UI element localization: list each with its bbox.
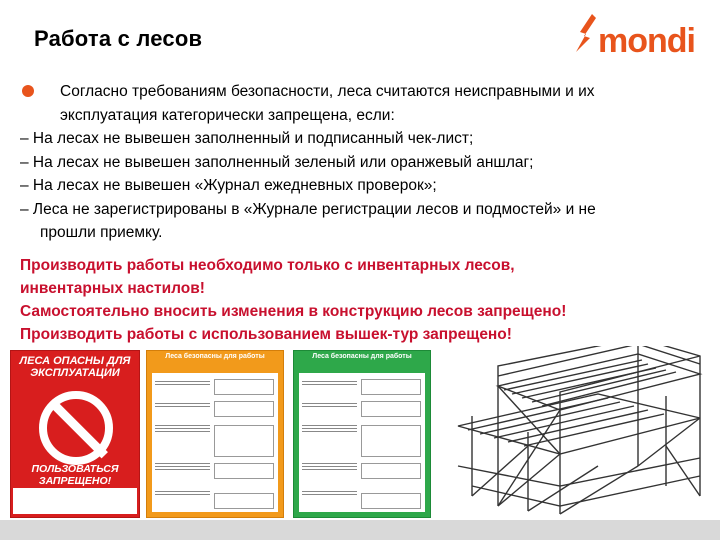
danger-poster-form-area: [13, 488, 137, 514]
logo-text: mondi: [598, 22, 695, 60]
condition-item: – На лесах не вывешен заполненный зеленый или оранжевый аншлаг;: [20, 153, 534, 171]
mondi-logo: [568, 12, 700, 70]
footer-bar: [0, 520, 720, 540]
green-tag-image: [293, 350, 431, 518]
warnings-text: [20, 254, 710, 346]
warning-line: Самостоятельно вносить изменения в конструкцию лесов запрещено!: [20, 303, 567, 320]
requirements-text: [20, 80, 710, 245]
danger-poster-heading: ЛЕСА ОПАСНЫ ДЛЯ ЭКСПЛУАТАЦИИ: [19, 355, 131, 379]
green-tag-heading: Леса безопасны для работы: [312, 353, 412, 360]
intro-line-2: эксплуатация категорически запрещена, если:: [60, 106, 395, 124]
orange-tag-image: [146, 350, 284, 518]
green-tag-form: [299, 373, 425, 512]
orange-tag-form: [152, 373, 278, 512]
warning-line: Производить работы необходимо только с инвентарных лесов,: [20, 257, 515, 274]
intro-line-2-wrap: [20, 104, 710, 128]
mondi-logo-icon: [570, 12, 600, 68]
intro-paragraph: [20, 80, 710, 104]
orange-tag-heading: Леса безопасны для работы: [165, 353, 265, 360]
bullet-icon: [22, 85, 34, 97]
warning-line: Производить работы с использованием вышек-тур запрещено!: [20, 326, 512, 343]
page-title: Работа с лесов: [34, 26, 203, 51]
intro-line-1: Согласно требованиям безопасности, леса считаются неисправными и их: [60, 83, 595, 100]
scaffold-illustration: [438, 346, 714, 516]
danger-poster-footer: ПОЛЬЗОВАТЬСЯ ЗАПРЕЩЕНО!: [31, 463, 119, 487]
warning-line: инвентарных настилов!: [20, 280, 205, 297]
danger-poster-image: [10, 350, 140, 518]
condition-item: – На лесах не вывешен «Журнал ежедневных проверок»;: [20, 177, 437, 194]
condition-item: – На лесах не вывешен заполненный и подписанный чек-лист;: [20, 130, 474, 147]
condition-item: – Леса не зарегистрированы в «Журнале регистрации лесов и подмостей» и не: [20, 200, 596, 218]
condition-item-continued: прошли приемку.: [40, 224, 163, 241]
